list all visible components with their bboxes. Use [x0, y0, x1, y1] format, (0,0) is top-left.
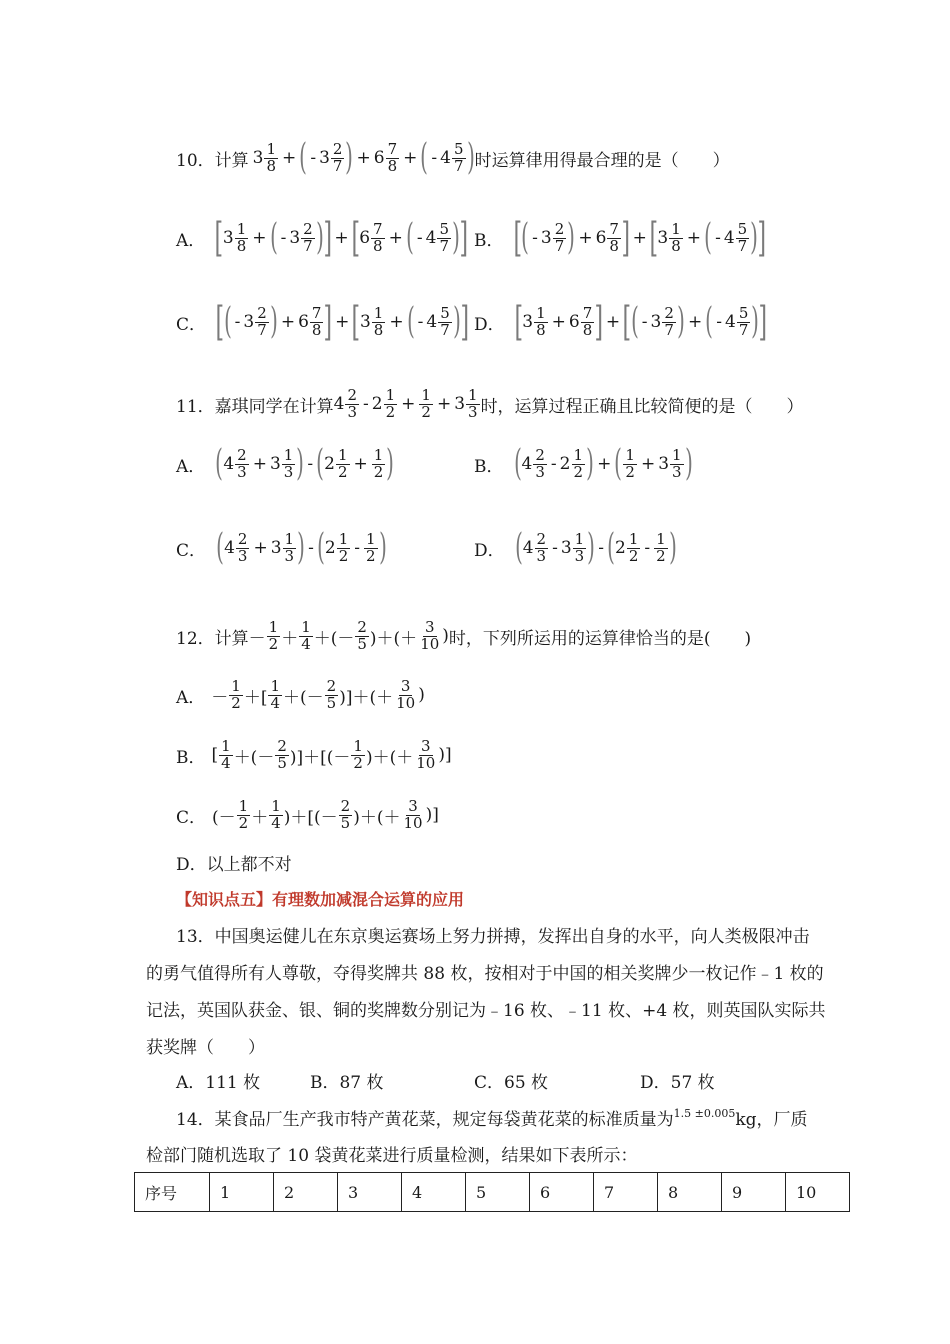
q10-option-b: B． [ ( - 3 $\frac{2}{7}$ ) + 6 $\frac{7}{8}$ ] + [ 3 $\frac{1}{8}$ + ( - 4 $\frac{5}{7}$ ) ]: [474, 215, 767, 261]
q10-option-a: A． [ 3 $\frac{1}{8}$ + ( - 3 $\frac{2}{7}$ ) ] + [ 6 $\frac{7}{8}$ + ( - 4 $\frac{5}{7}$ ) ]: [176, 215, 469, 261]
q12-option-c-expression: (－ $\frac{1}{2}$ ＋ $\frac{1}{4}$ )＋[(－ $\frac{2}{5}$ )＋(＋ $\frac{3}{10}$ )]: [212, 796, 439, 832]
q10-stem: [176, 128, 730, 188]
q12-option-a: A． － $\frac{1}{2}$ ＋[ $\frac{1}{4}$ ＋(－ $\frac{2}{5}$ )]＋(＋ $\frac{3}{10}$ ): [176, 676, 425, 712]
q12-option-a-expression: － $\frac{1}{2}$ ＋[ $\frac{1}{4}$ ＋(－ $\frac{2}{5}$ )]＋(＋ $\frac{3}{10}$ ): [211, 676, 425, 712]
q11-tail: 时，运算过程正确且比较简便的是（ ）: [480, 396, 804, 417]
q12-option-b: B． [ $\frac{1}{4}$ ＋(－ $\frac{2}{5}$ )]＋[(－ $\frac{1}{2}$ )＋(＋ $\frac{3}{10}$ )]: [176, 736, 452, 772]
table-cell: 10: [786, 1173, 850, 1212]
q13-option-d: D．57 枚: [640, 1073, 715, 1093]
q10-option-d-expression: [ 3 $\frac{1}{8}$ + 6 $\frac{7}{8}$ ] + [ ( - 3 $\frac{2}{7}$ ) + ( - 4 $\frac{5}{7}$ ) ]: [514, 299, 768, 345]
q12-tail: 时，下列所运用的运算律恰当的是( ): [448, 628, 752, 649]
q10-option-c-expression: [ ( - 3 $\frac{2}{7}$ ) + 6 $\frac{7}{8}$ ] + [ 3 $\frac{1}{8}$ + ( - 4 $\frac{5}{7}$ ) ]: [215, 299, 469, 345]
q13-line-4: 获奖牌（ ）: [146, 1038, 265, 1058]
q13-option-c: C．65 枚: [474, 1073, 549, 1093]
q10-option-b-expression: [ ( - 3 $\frac{2}{7}$ ) + 6 $\frac{7}{8}$ ] + [ 3 $\frac{1}{8}$ + ( - 4 $\frac{5}{7}$ ) ]: [513, 215, 767, 261]
table-cell: 2: [274, 1173, 338, 1212]
table-cell: 7: [594, 1173, 658, 1212]
q14-line-1-before: 14．某食品厂生产我市特产黄花菜，规定每袋黄花菜的标准质量为: [176, 1110, 674, 1130]
table-cell: 6: [530, 1173, 594, 1212]
table-cell: 4: [402, 1173, 466, 1212]
table-cell: 3: [338, 1173, 402, 1212]
q11-number: 11．嘉琪同学在计算: [176, 396, 334, 417]
q11-option-d: D． ( 4 $\frac{2}{3}$ - 3 $\frac{1}{3}$ ) - ( 2 $\frac{1}{2}$ - $\frac{1}{2}$ ): [474, 527, 677, 568]
section-heading: 【知识点五】有理数加减混合运算的应用: [176, 890, 465, 909]
q10-option-d: D． [ 3 $\frac{1}{8}$ + 6 $\frac{7}{8}$ ] + [ ( - 3 $\frac{2}{7}$ ) + ( - 4 $\frac{5}{7}$ ) ]: [474, 299, 768, 345]
q10-expression: 3 $\frac{1}{8}$ + ( - 3 $\frac{2}{7}$ ) + 6 $\frac{7}{8}$ + ( - 4 $\frac{5}{7}$ ): [252, 137, 475, 178]
q12-option-c: C． (－ $\frac{1}{2}$ ＋ $\frac{1}{4}$ )＋[(－ $\frac{2}{5}$ )＋(＋ $\frac{3}{10}$ )]: [176, 796, 439, 832]
table-row: [135, 1173, 850, 1212]
q12-option-b-expression: [ $\frac{1}{4}$ ＋(－ $\frac{2}{5}$ )]＋[(－ $\frac{1}{2}$ )＋(＋ $\frac{3}{10}$ )]: [211, 736, 452, 772]
q13-line-1: 13．中国奥运健儿在东京奥运赛场上努力拼搏，发挥出自身的水平，向人类极限冲击: [176, 927, 810, 947]
q11-option-d-expression: ( 4 $\frac{2}{3}$ - 3 $\frac{1}{3}$ ) - ( 2 $\frac{1}{2}$ - $\frac{1}{2}$ ): [514, 527, 677, 568]
q11-option-b-expression: ( 4 $\frac{2}{3}$ - 2 $\frac{1}{2}$ ) + ( $\frac{1}{2}$ + 3 $\frac{1}{3}$ ): [513, 443, 693, 484]
q11-option-c-expression: ( 4 $\frac{2}{3}$ + 3 $\frac{1}{3}$ ) - ( 2 $\frac{1}{2}$ - $\frac{1}{2}$ ): [216, 527, 387, 568]
q13-line-3: 记法，英国队获金、银、铜的奖牌数分别记为﹣16 枚、﹣11 枚、+4 枚，则英国队实际共: [146, 1001, 826, 1021]
q10-option-a-expression: [ 3 $\frac{1}{8}$ + ( - 3 $\frac{2}{7}$ ) ] + [ 6 $\frac{7}{8}$ + ( - 4 $\frac{5}{7}$ ) ]: [214, 215, 469, 261]
q13-option-b: B．87 枚: [310, 1073, 384, 1093]
table-cell: 5: [466, 1173, 530, 1212]
table-cell: 1: [210, 1173, 274, 1212]
table-header-cell: 序号: [135, 1173, 210, 1212]
data-table: [134, 1172, 850, 1212]
q12-option-d: D．以上都不对: [176, 855, 292, 875]
q13-line-2: 的勇气值得所有人尊敬，夺得奖牌共 88 枚，按相对于中国的相关奖牌少一枚记作﹣1 枚的: [146, 964, 824, 984]
q14-line-1: [176, 1105, 808, 1130]
q12-expression: － $\frac{1}{2}$ ＋ $\frac{1}{4}$ ＋(－ $\frac{2}{5}$ )＋(＋ $\frac{3}{10}$ ): [248, 617, 449, 653]
table-cell: 8: [658, 1173, 722, 1212]
q11-option-a: A． ( 4 $\frac{2}{3}$ + 3 $\frac{1}{3}$ ) - ( 2 $\frac{1}{2}$ + $\frac{1}{2}$ ): [176, 443, 395, 484]
q11-expression: 4 $\frac{2}{3}$ - 2 $\frac{1}{2}$ + $\frac{1}{2}$ + 3 $\frac{1}{3}$: [333, 385, 478, 421]
q10-option-c: C． [ ( - 3 $\frac{2}{7}$ ) + 6 $\frac{7}{8}$ ] + [ 3 $\frac{1}{8}$ + ( - 4 $\frac{5}{7}$ ) ]: [176, 299, 469, 345]
q14-line-2: 检部门随机选取了 10 袋黄花菜进行质量检测，结果如下表所示：: [146, 1146, 638, 1166]
table-cell: 9: [722, 1173, 786, 1212]
q12-stem: [176, 612, 751, 660]
q14-line-1-after: kg，厂质: [735, 1110, 808, 1130]
q12-number: 12．计算: [176, 628, 249, 649]
q11-option-b: B． ( 4 $\frac{2}{3}$ - 2 $\frac{1}{2}$ ) + ( $\frac{1}{2}$ + 3 $\frac{1}{3}$ ): [474, 443, 693, 484]
q11-option-c: C． ( 4 $\frac{2}{3}$ + 3 $\frac{1}{3}$ ) - ( 2 $\frac{1}{2}$ - $\frac{1}{2}$ ): [176, 527, 387, 568]
q10-number: 10．计算: [176, 150, 249, 171]
q10-tail: 时运算律用得最合理的是（ ）: [474, 150, 730, 171]
q11-stem: [176, 378, 804, 430]
q11-option-a-expression: ( 4 $\frac{2}{3}$ + 3 $\frac{1}{3}$ ) - ( 2 $\frac{1}{2}$ + $\frac{1}{2}$ ): [215, 443, 395, 484]
q13-option-a: A．111 枚: [176, 1073, 261, 1093]
q14-tolerance: 1.5 ±0.005: [673, 1107, 736, 1120]
